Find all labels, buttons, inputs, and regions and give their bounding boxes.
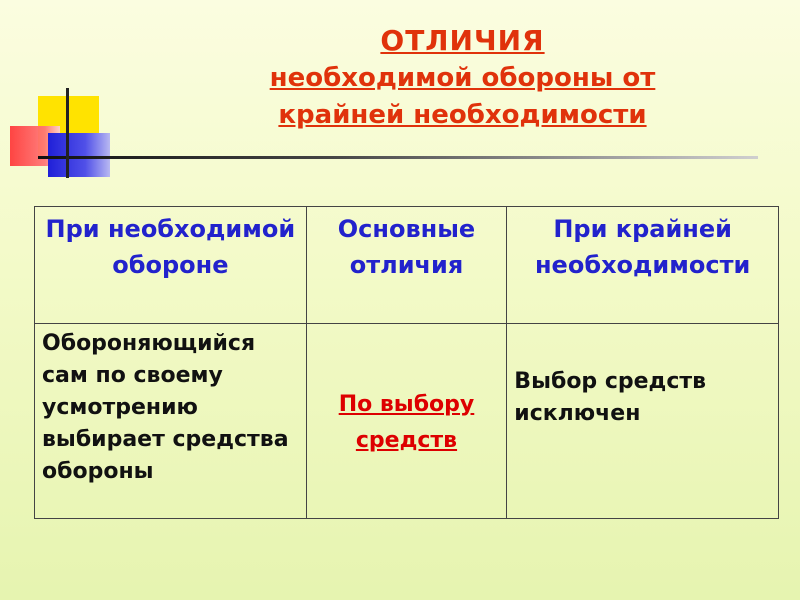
vertical-rule (66, 88, 69, 178)
table-header-row (35, 207, 779, 324)
cell-necessity-text: Выбор средств исключен (507, 324, 779, 519)
blue-square (48, 133, 110, 177)
header-cell-differences: Основные отличия (306, 207, 507, 324)
comparison-table (34, 206, 779, 519)
difference-text: По выбору средств (338, 392, 475, 453)
title-line-1: ОТЛИЧИЯ (380, 24, 545, 57)
horizontal-rule (38, 156, 758, 159)
header-cell-defense: При необходимой обороне (35, 207, 307, 324)
cell-difference (306, 324, 507, 519)
title-line-3: крайней необходимости (278, 100, 647, 130)
cell-defense-text: Обороняющийся сам по своему усмотрению выбирает средства обороны (35, 324, 307, 519)
table-row (35, 324, 779, 519)
header-cell-necessity: При крайней необходимости (507, 207, 779, 324)
slide-title (190, 22, 735, 134)
title-line-2: необходимой обороны от (269, 63, 656, 93)
